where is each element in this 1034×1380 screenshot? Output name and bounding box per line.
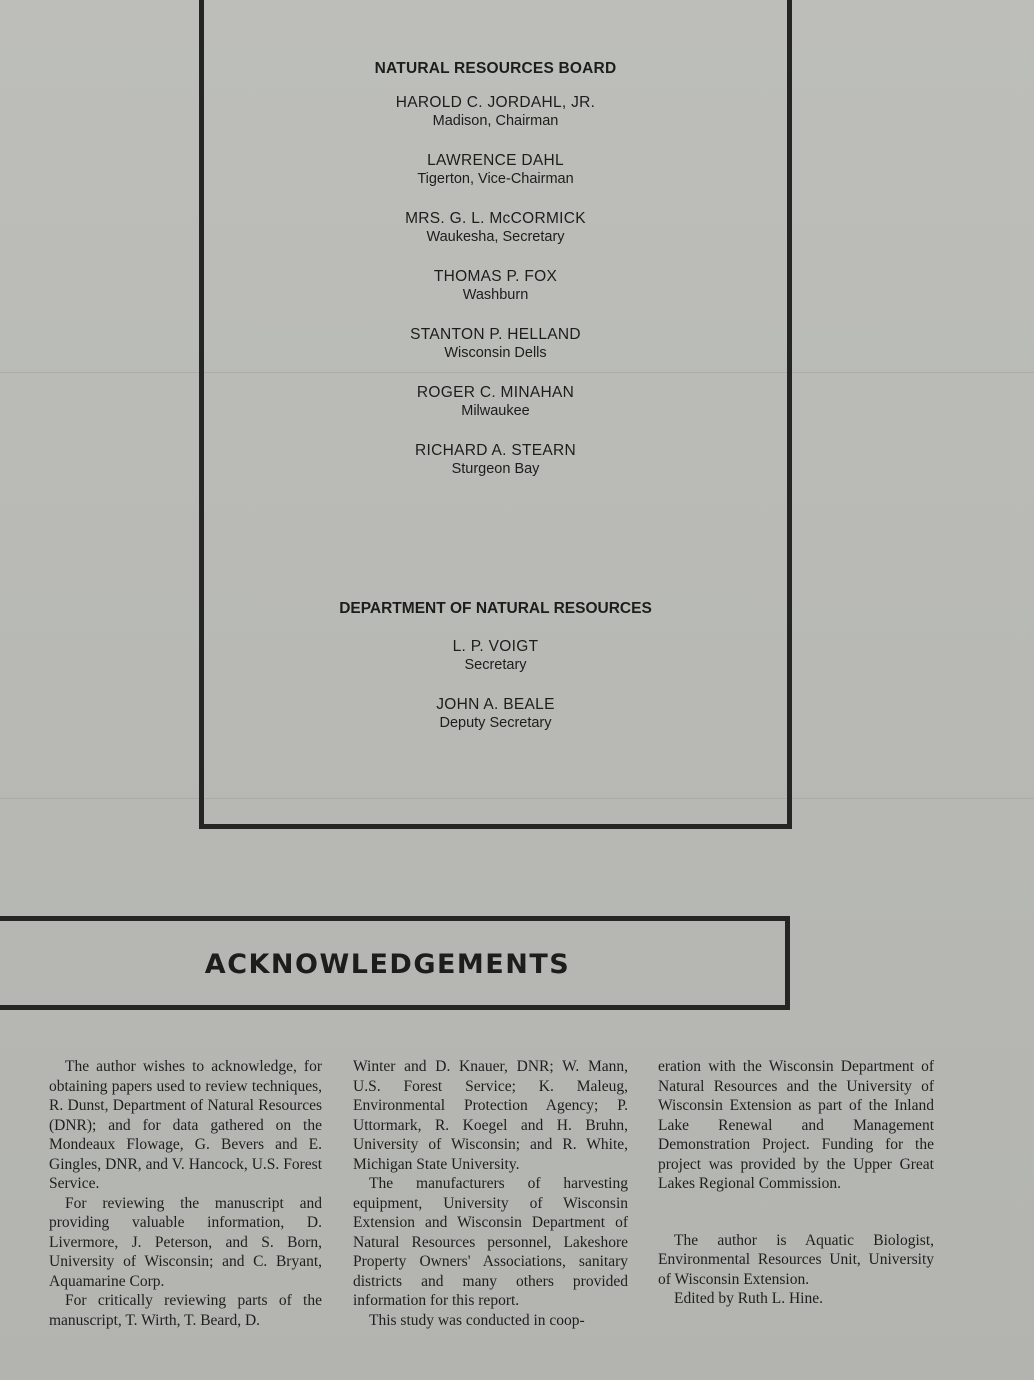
acknowledgements-column-1 [49,1057,322,1330]
member-place: Secretary [464,657,527,673]
department-member [204,637,787,675]
acknowledgements-banner [0,916,790,1010]
member-name: ROGER C. MINAHAN [416,384,575,401]
board-title: NATURAL RESOURCES BOARD [374,60,617,77]
board-listing-box [199,0,792,829]
member-name: JOHN A. BEALE [436,696,555,713]
acknowledgements-column-2 [353,1057,628,1330]
paragraph: The manufacturers of harvesting equipment, University of Wisconsin Extension and Wisconsin Department of Natural Resources personnel, Lakeshore Property Owners' Associations, sanitary districts and many others provided information for this report. [353,1175,628,1309]
member-place: Sturgeon Bay [451,461,540,477]
member-name: MRS. G. L. McCORMICK [405,210,586,227]
member-place: Tigerton, Vice-Chairman [417,171,574,187]
member-place: Milwaukee [461,403,530,419]
department-title: DEPARTMENT OF NATURAL RESOURCES [339,600,652,617]
member-name: L. P. VOIGT [452,638,539,655]
department-member [204,695,787,733]
member-name: HAROLD C. JORDAHL, JR. [395,94,596,111]
paragraph: For critically reviewing parts of the manuscript, T. Wirth, T. Beard, D. [49,1292,322,1329]
board-member [204,325,787,363]
board-member [204,93,787,131]
member-place: Waukesha, Secretary [426,229,565,245]
member-name: RICHARD A. STEARN [415,442,576,459]
member-place: Wisconsin Dells [444,345,547,361]
paragraph: For reviewing the manuscript and providing valuable information, D. Livermore, J. Peterson, and S. Born, University of Wisconsin; and C. Bryant, Aquamarine Corp. [49,1194,322,1290]
board-member [204,267,787,305]
paragraph: This study was conducted in coop- [369,1311,585,1329]
paragraph: eration with the Wisconsin Department of Natural Resources and the University of Wisconsin Extension as part of the Inland Lake Renewal and Management Demonstration Project. Funding for the project was provided by the Upper Great Lakes Regional Commission. [658,1058,934,1192]
paragraph: Winter and D. Knauer, DNR; W. Mann, U.S. Forest Service; K. Maleug, Environmental Protection Agency; P. Uttormark, R. Koegel and H. Bruhn, University of Wisconsin; and R. White, Michigan State University. [353,1058,628,1173]
board-member [204,209,787,247]
member-name: LAWRENCE DAHL [427,152,564,169]
member-name: THOMAS P. FOX [433,268,558,285]
paragraph: The author wishes to acknowledge, for obtaining papers used to review techniques, R. Dunst, Department of Natural Resources (DNR); and for data gathered on the Mondeaux Flowage, G. Bevers and E. Gingles, DNR, and V. Hancock, U.S. Forest Service. [49,1058,322,1192]
board-member [204,441,787,479]
author-note: The author is Aquatic Biologist, Environmental Resources Unit, University of Wisconsin Extension. [658,1231,934,1288]
member-place: Madison, Chairman [432,113,559,129]
member-place: Deputy Secretary [439,715,552,731]
acknowledgements-column-3 [658,1057,934,1309]
editor-note: Edited by Ruth L. Hine. [674,1290,823,1307]
acknowledgements-heading: ACKNOWLEDGEMENTS [204,949,571,980]
board-member [204,383,787,421]
member-place: Washburn [462,287,529,303]
board-member [204,151,787,189]
member-name: STANTON P. HELLAND [410,326,581,343]
